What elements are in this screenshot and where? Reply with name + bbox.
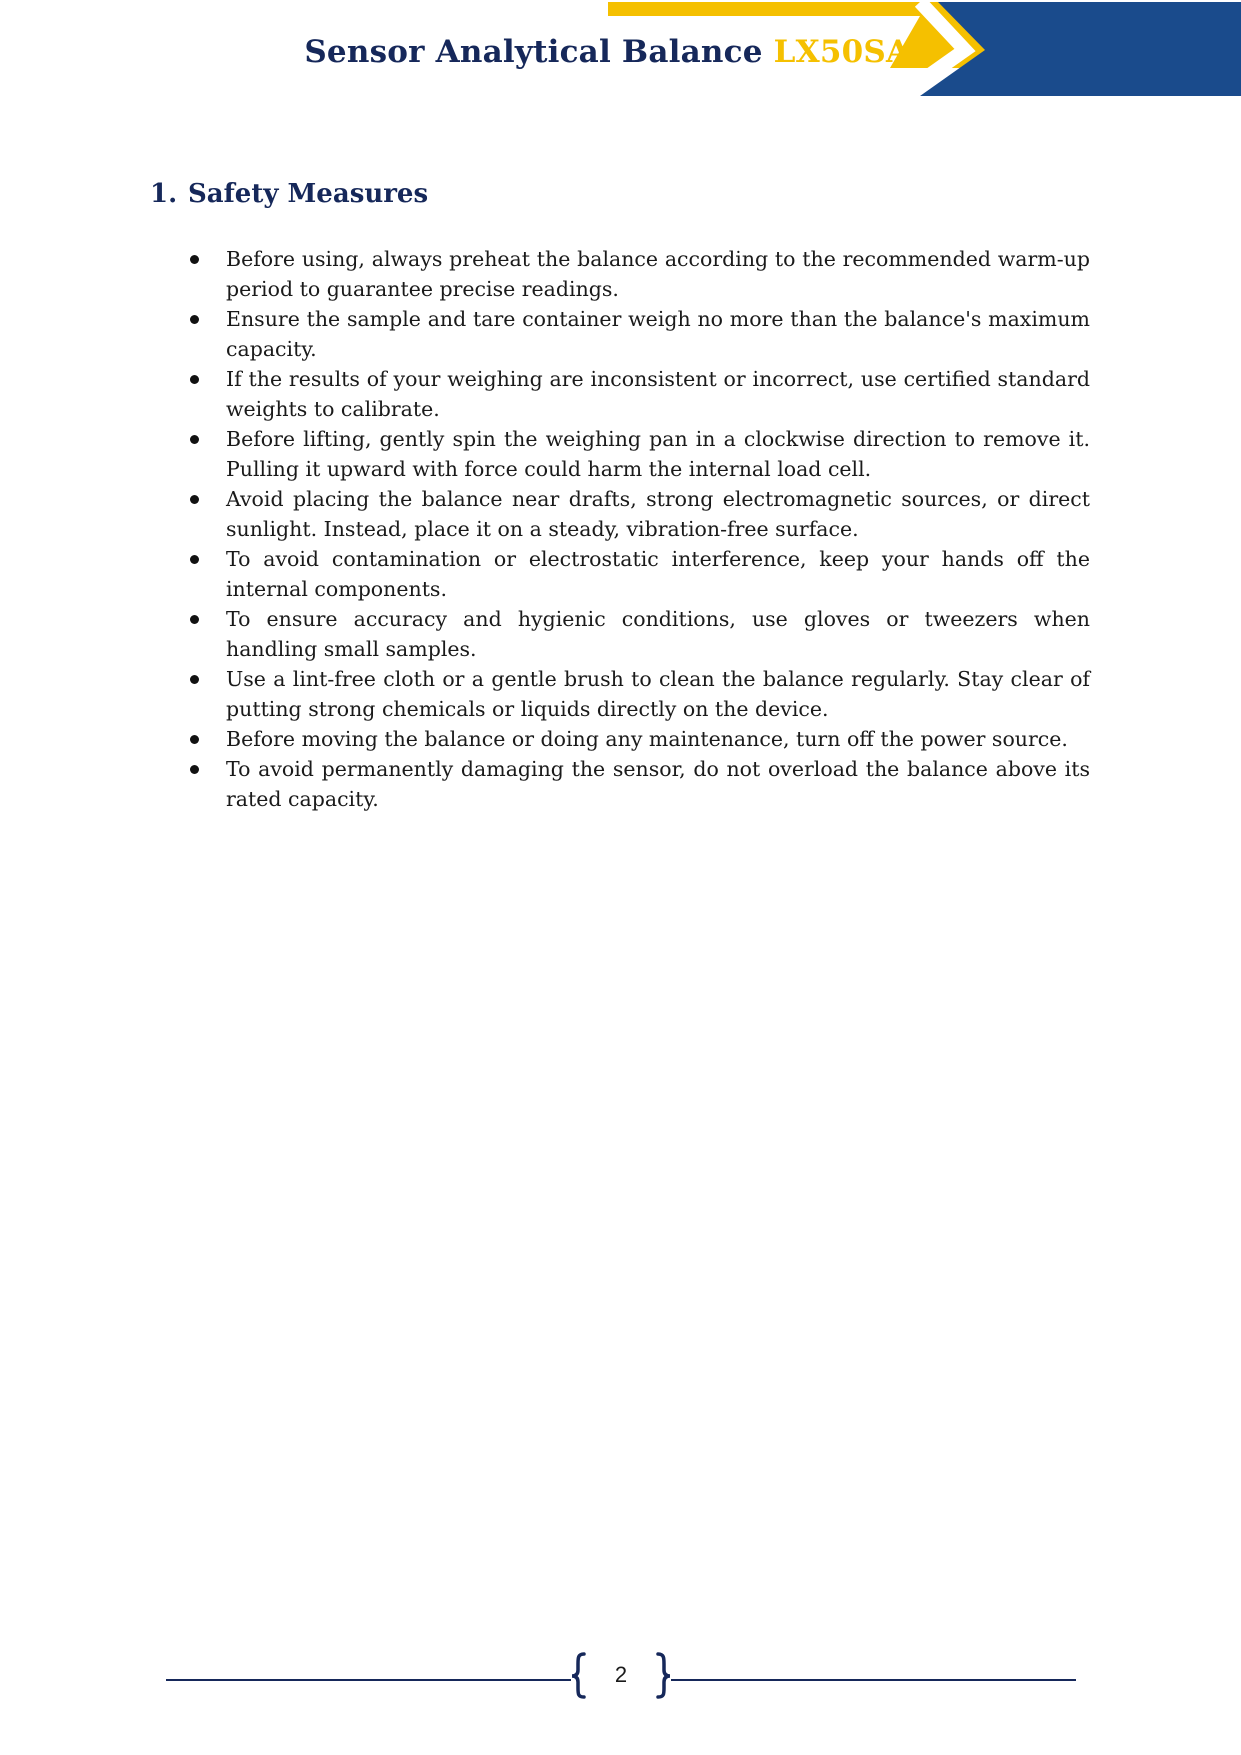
document-title [0, 34, 1241, 70]
list-item-text: Before lifting, gently spin the weighing pan in a clockwise direction to remove it. Pulling it upward with force could harm the internal load cell. [226, 427, 1090, 481]
list-item-text: If the results of your weighing are inconsistent or incorrect, use certified standard weights to calibrate. [226, 367, 1090, 421]
bullet-icon [190, 765, 199, 774]
safety-section [150, 176, 1090, 814]
list-item [150, 364, 1090, 424]
bullet-icon [190, 495, 199, 504]
list-item [150, 664, 1090, 724]
bullet-icon [190, 435, 199, 444]
list-item-text: Use a lint-free cloth or a gentle brush to clean the balance regularly. Stay clear of putting strong chemicals or liquids directly on the device. [226, 667, 1090, 721]
document-title-model: LX50SAB [773, 34, 937, 70]
list-item [150, 484, 1090, 544]
list-item [150, 424, 1090, 484]
list-item-text: Before using, always preheat the balance according to the recommended warm-up period to guarantee precise readings. [226, 247, 1090, 301]
list-item [150, 544, 1090, 604]
bullet-icon [190, 615, 199, 624]
page-footer [166, 1650, 1076, 1700]
list-item [150, 724, 1090, 754]
list-item-text: To avoid contamination or electrostatic interference, keep your hands off the internal components. [226, 547, 1090, 601]
list-item-text: Avoid placing the balance near drafts, strong electromagnetic sources, or direct sunlight. Instead, place it on a steady, vibration-free surface. [226, 487, 1090, 541]
footer-rule-left [166, 1679, 571, 1681]
list-item [150, 244, 1090, 304]
list-item [150, 304, 1090, 364]
list-item-text: To avoid permanently damaging the sensor, do not overload the balance above its rated capacity. [226, 757, 1090, 811]
page-number: 2 [614, 1662, 628, 1687]
document-title-main: Sensor Analytical Balance [304, 34, 763, 70]
section-heading [150, 176, 1090, 212]
list-item [150, 754, 1090, 814]
list-item-text: Ensure the sample and tare container weigh no more than the balance's maximum capacity. [226, 307, 1090, 361]
bullet-icon [190, 555, 199, 564]
safety-bullet-list [150, 244, 1090, 814]
bullet-icon [190, 675, 199, 684]
list-item [150, 604, 1090, 664]
footer-rule-right [671, 1679, 1076, 1681]
bullet-icon [190, 315, 199, 324]
section-number: 1. [150, 179, 178, 209]
right-brace-icon [646, 1650, 676, 1700]
list-item-text: To ensure accuracy and hygienic conditions, use gloves or tweezers when handling small samples. [226, 607, 1090, 661]
bullet-icon [190, 375, 199, 384]
bullet-icon [190, 735, 199, 744]
section-heading-text: Safety Measures [188, 179, 429, 209]
list-item-text: Before moving the balance or doing any maintenance, turn off the power source. [226, 727, 1068, 751]
bullet-icon [190, 255, 199, 264]
